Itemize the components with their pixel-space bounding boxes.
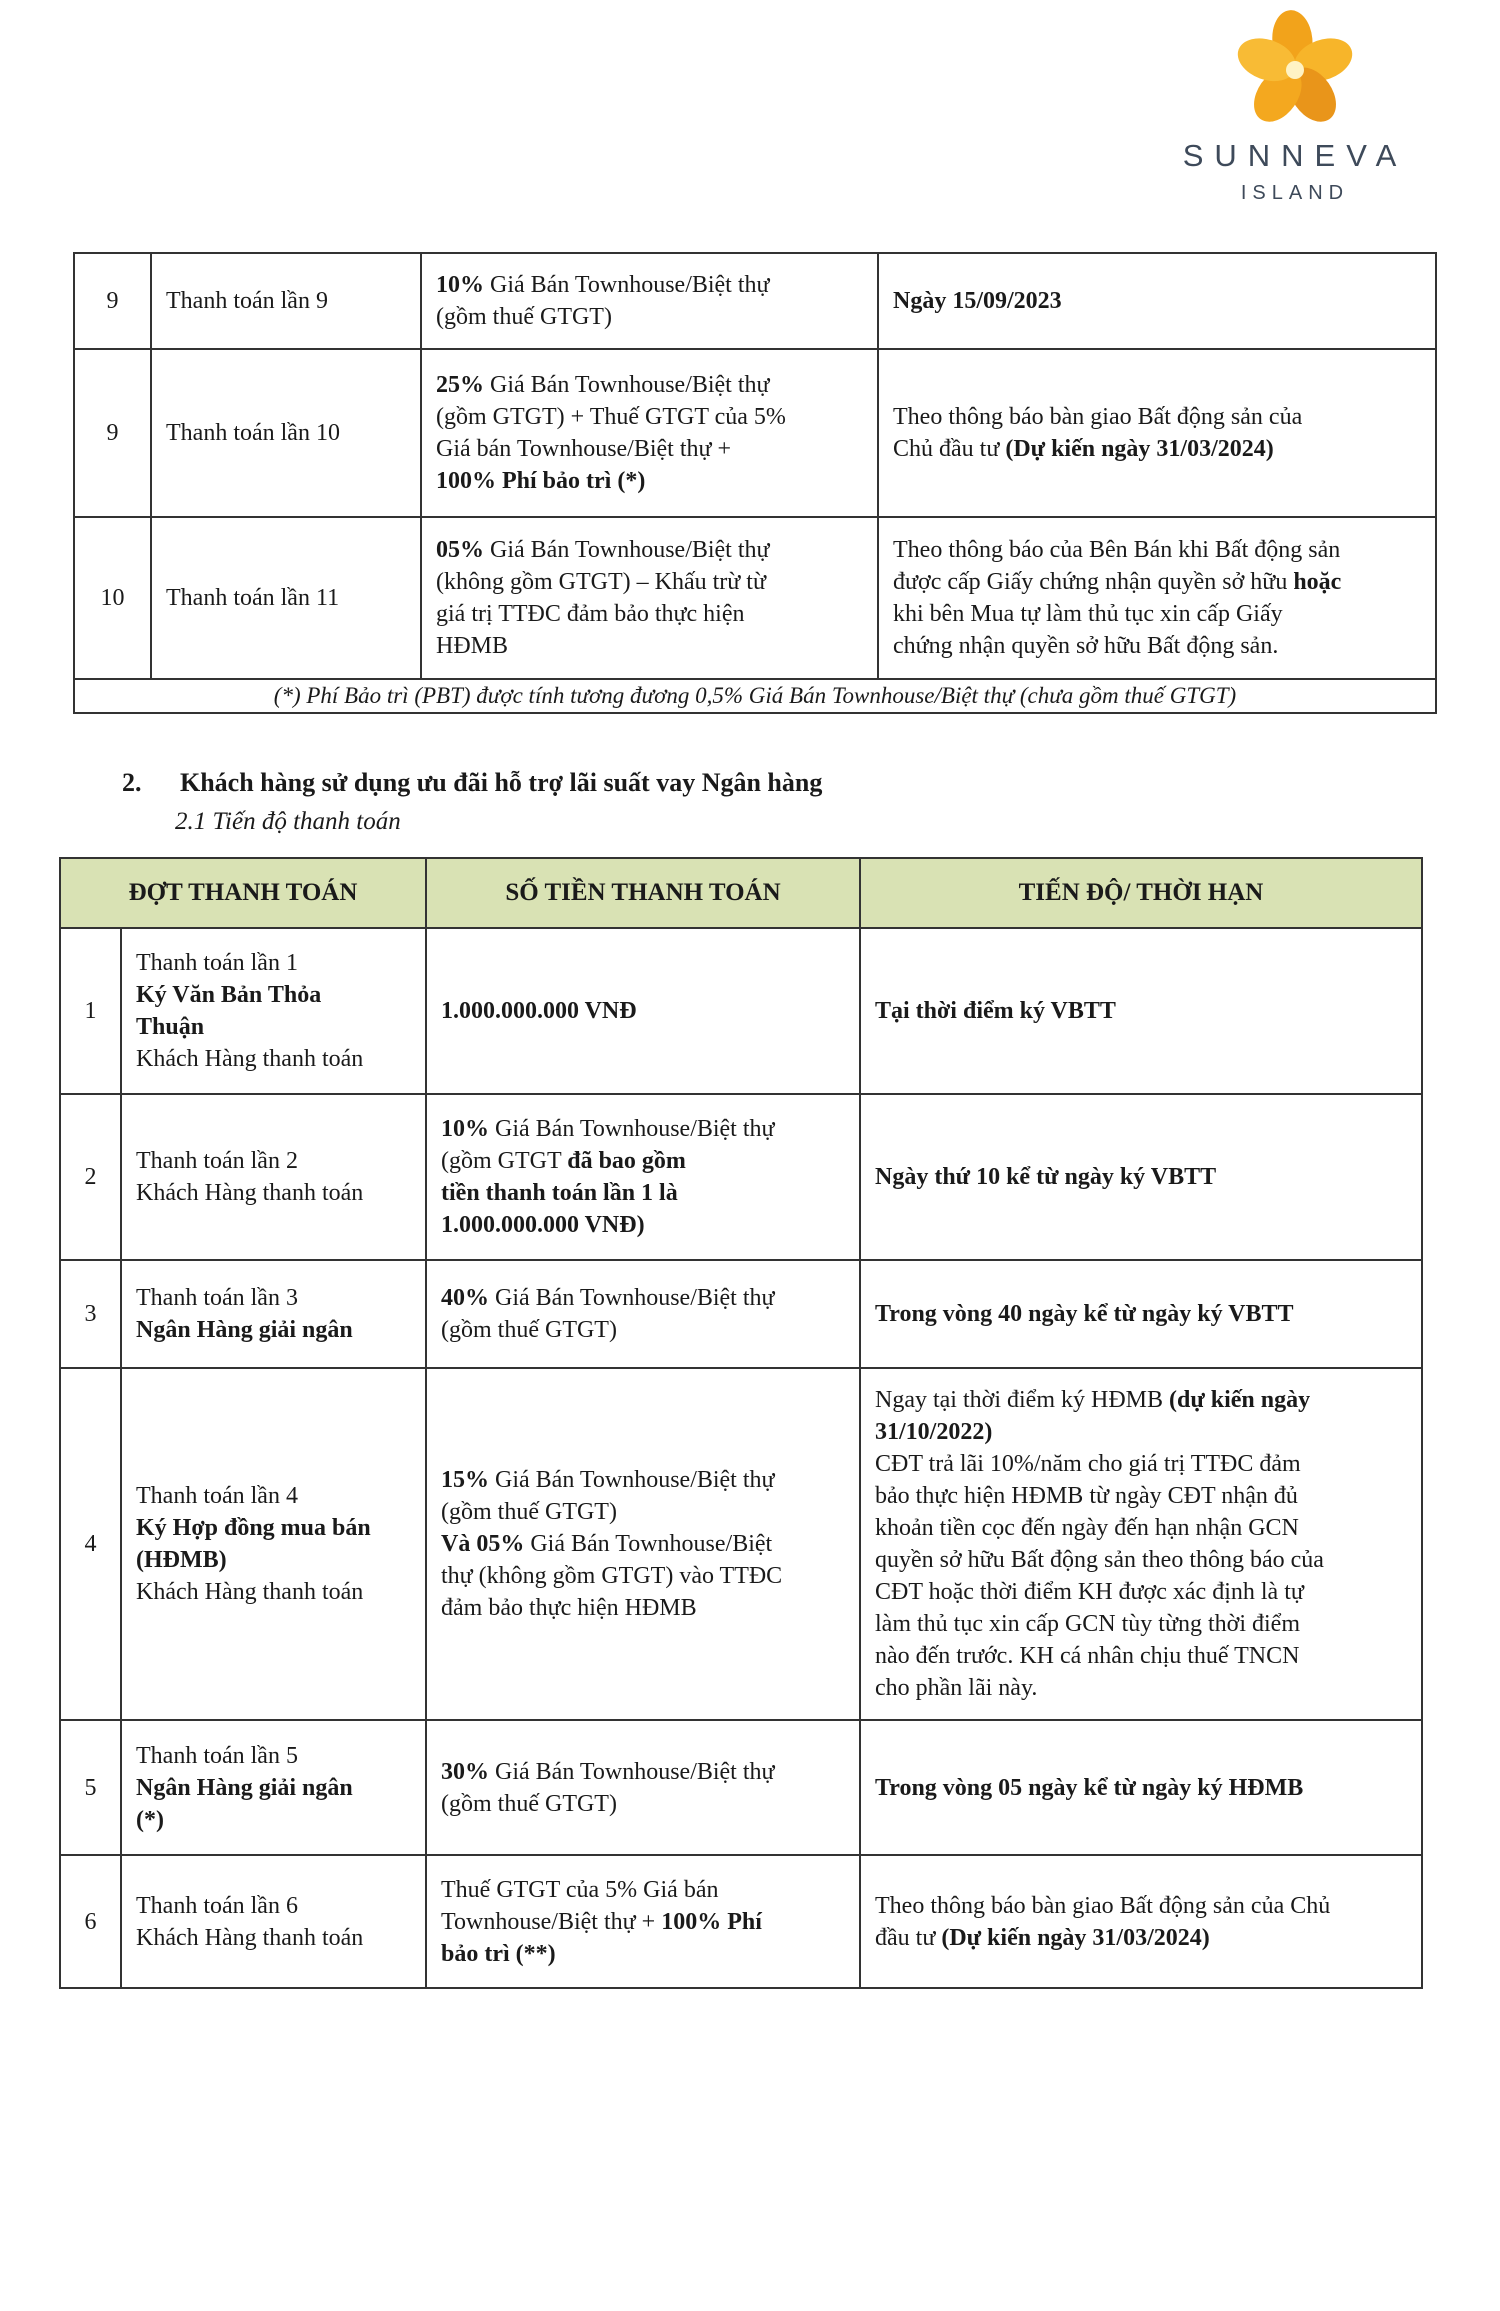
payment-deadline: Trong vòng 40 ngày kể từ ngày ký VBTT — [860, 1260, 1422, 1368]
payment-deadline: Theo thông báo bàn giao Bất động sản của Chủ đầu tư (Dự kiến ngày 31/03/2024) — [860, 1855, 1422, 1988]
table-header-row — [60, 858, 1422, 928]
payment-stage: Thanh toán lần 5 Ngân Hàng giải ngân (*) — [121, 1720, 426, 1855]
section-number: 2. — [122, 768, 142, 797]
payment-stage: Thanh toán lần 1 Ký Văn Bản Thỏa Thuận Khách Hàng thanh toán — [121, 928, 426, 1094]
row-number: 9 — [74, 253, 151, 349]
row-number: 9 — [74, 349, 151, 517]
payment-amount: 15% Giá Bán Townhouse/Biệt thự (gồm thuế GTGT) Và 05% Giá Bán Townhouse/Biệt thự (không gồm GTGT) vào TTĐC đảm bảo thực hiện HĐMB — [426, 1368, 860, 1720]
payment-deadline: Tại thời điểm ký VBTT — [860, 928, 1422, 1094]
payment-deadline: Trong vòng 05 ngày kể từ ngày ký HĐMB — [860, 1720, 1422, 1855]
payment-stage: Thanh toán lần 10 — [151, 349, 421, 517]
row-number: 3 — [60, 1260, 121, 1368]
payment-stage: Thanh toán lần 11 — [151, 517, 421, 679]
payment-stage: Thanh toán lần 9 — [151, 253, 421, 349]
table-row — [74, 349, 1436, 517]
brand-name: SUNNEVA — [1182, 138, 1408, 173]
payment-stage: Thanh toán lần 6 Khách Hàng thanh toán — [121, 1855, 426, 1988]
payment-amount: 25% Giá Bán Townhouse/Biệt thự (gồm GTGT) + Thuế GTGT của 5% Giá bán Townhouse/Biệt thự + 100% Phí bảo trì (*) — [421, 349, 878, 517]
row-number: 2 — [60, 1094, 121, 1260]
section-title: Khách hàng sử dụng ưu đãi hỗ trợ lãi suất vay Ngân hàng — [180, 768, 823, 797]
table-row — [60, 1855, 1422, 1988]
table-row — [60, 928, 1422, 1094]
header-payment-deadline: TIẾN ĐỘ/ THỜI HẠN — [860, 858, 1422, 928]
payment-deadline: Theo thông báo bàn giao Bất động sản của Chủ đầu tư (Dự kiến ngày 31/03/2024) — [878, 349, 1436, 517]
payment-deadline: Ngày thứ 10 kể từ ngày ký VBTT — [860, 1094, 1422, 1260]
table-row — [74, 253, 1436, 349]
table-row — [74, 517, 1436, 679]
payment-deadline: Ngày 15/09/2023 — [878, 253, 1436, 349]
payment-amount: 1.000.000.000 VNĐ — [426, 928, 860, 1094]
row-number: 10 — [74, 517, 151, 679]
payment-stage: Thanh toán lần 4 Ký Hợp đồng mua bán (HĐMB) Khách Hàng thanh toán — [121, 1368, 426, 1720]
payment-amount: 10% Giá Bán Townhouse/Biệt thự (gồm thuế GTGT) — [421, 253, 878, 349]
payment-amount: 05% Giá Bán Townhouse/Biệt thự (không gồm GTGT) – Khấu trừ từ giá trị TTĐC đảm bảo thực hiện HĐMB — [421, 517, 878, 679]
row-number: 6 — [60, 1855, 121, 1988]
brand-subtitle: ISLAND — [1240, 182, 1350, 204]
payment-deadline: Ngay tại thời điểm ký HĐMB (dự kiến ngày 31/10/2022) CĐT trả lãi 10%/năm cho giá trị TTĐC đảm bảo thực hiện HĐMB từ ngày CĐT nhận đủ khoản tiền cọc đến ngày đến hạn nhận GCN quyền sở hữu Bất động sản theo thông báo của CĐT hoặc thời điểm KH được xác định là tự làm thủ tục xin cấp GCN tùy từng thời điểm nào đến trước. KH cá nhân chịu thuế TNCN cho phần lãi này. — [860, 1368, 1422, 1720]
payment-amount: 10% Giá Bán Townhouse/Biệt thự (gồm GTGT đã bao gồm tiền thanh toán lần 1 là 1.000.000.000 VNĐ) — [426, 1094, 860, 1260]
payment-stage: Thanh toán lần 2 Khách Hàng thanh toán — [121, 1094, 426, 1260]
payment-amount: Thuế GTGT của 5% Giá bán Townhouse/Biệt thự + 100% Phí bảo trì (**) — [426, 1855, 860, 1988]
row-number: 4 — [60, 1368, 121, 1720]
payment-amount: 40% Giá Bán Townhouse/Biệt thự (gồm thuế GTGT) — [426, 1260, 860, 1368]
subsection-heading: 2.1 Tiến độ thanh toán — [175, 808, 401, 835]
payment-stage: Thanh toán lần 3 Ngân Hàng giải ngân — [121, 1260, 426, 1368]
section-heading — [122, 768, 822, 798]
flower-logo-icon — [1230, 10, 1360, 130]
table-row — [60, 1094, 1422, 1260]
brand-logo — [1150, 10, 1440, 204]
header-payment-amount: SỐ TIỀN THANH TOÁN — [426, 858, 860, 928]
payment-amount: 30% Giá Bán Townhouse/Biệt thự (gồm thuế GTGT) — [426, 1720, 860, 1855]
payment-schedule-table — [59, 857, 1423, 1989]
payment-deadline: Theo thông báo của Bên Bán khi Bất động sản được cấp Giấy chứng nhận quyền sở hữu hoặc khi bên Mua tự làm thủ tục xin cấp Giấy chứng nhận quyền sở hữu Bất động sản. — [878, 517, 1436, 679]
table-row — [60, 1260, 1422, 1368]
header-payment-stage: ĐỢT THANH TOÁN — [60, 858, 426, 928]
payment-table-continued — [73, 252, 1437, 714]
table-row — [60, 1368, 1422, 1720]
table-row — [60, 1720, 1422, 1855]
table-row — [74, 679, 1436, 713]
maintenance-fee-note: (*) Phí Bảo trì (PBT) được tính tương đương 0,5% Giá Bán Townhouse/Biệt thự (chưa gồm thuế GTGT) — [74, 679, 1436, 713]
row-number: 5 — [60, 1720, 121, 1855]
row-number: 1 — [60, 928, 121, 1094]
